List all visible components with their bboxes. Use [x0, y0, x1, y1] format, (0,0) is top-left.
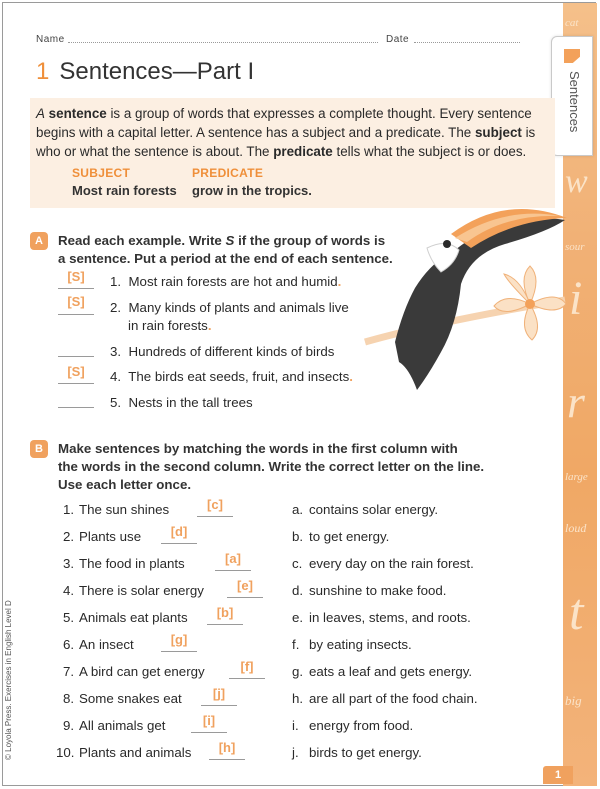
match-left-text: There is solar energy	[79, 583, 204, 598]
match-left-text: Plants use	[79, 529, 142, 544]
match-answer: [b]	[216, 605, 234, 620]
match-right-text: to get energy.	[309, 529, 390, 544]
def-part: is who or what the sentence is about. The	[36, 125, 536, 159]
item-number: 2.	[110, 300, 122, 315]
list-item	[110, 273, 341, 291]
match-answer: [f]	[240, 659, 254, 674]
inst-part: a sentence. Put a period at the end of each sentence.	[58, 251, 393, 266]
item-text: Most rain forests are hot and humid	[128, 274, 338, 289]
match-left-text: All animals get	[79, 718, 166, 733]
subject-example: Most rain forests	[72, 183, 177, 198]
answer-a4: [S]	[67, 364, 85, 379]
match-right-letter: d.	[292, 583, 304, 598]
section-a-badge: A	[30, 232, 48, 250]
lesson-title: Sentences—Part I	[59, 58, 255, 85]
strip-word: r	[567, 376, 585, 427]
def-term-predicate: predicate	[273, 144, 333, 159]
match-answer-line[interactable]	[229, 678, 265, 679]
predicate-heading: PREDICATE	[192, 166, 264, 180]
flower-illustration	[494, 266, 566, 340]
match-answer-line[interactable]	[209, 759, 245, 760]
item-period: .	[349, 369, 353, 384]
match-right-letter: a.	[292, 502, 304, 517]
item-period: .	[337, 274, 342, 289]
section-b-badge: B	[30, 440, 48, 458]
answer-line[interactable]	[58, 356, 94, 357]
list-item	[110, 394, 253, 412]
match-answer-line[interactable]	[197, 516, 233, 517]
bookmark-icon	[564, 49, 580, 63]
strip-word: big	[565, 693, 582, 708]
toucan-eye	[443, 240, 451, 248]
match-left-number: 9.	[63, 718, 75, 733]
item-number: 5.	[110, 395, 122, 410]
strip-word: cat	[565, 17, 579, 29]
match-right-text: by eating insects.	[309, 637, 412, 652]
def-part: is a group of words that expresses a complete thought. Every sentence begins with a capital letter. A sentence has a subject and a predicate. The	[36, 106, 532, 140]
match-answer-line[interactable]	[191, 732, 227, 733]
item-number: 3.	[110, 344, 122, 359]
match-left-text: Some snakes eat	[79, 691, 182, 706]
item-text: Nests in the tall trees	[128, 395, 253, 410]
name-label: Name	[36, 34, 65, 45]
predicate-example: grow in the tropics.	[192, 183, 312, 198]
match-answer-line[interactable]	[161, 543, 197, 544]
match-answer: [g]	[170, 632, 188, 647]
lesson-number: 1	[36, 58, 50, 85]
chapter-tab-label: Sentences	[567, 71, 582, 133]
match-left-number: 6.	[63, 637, 75, 652]
item-text: The birds eat seeds, fruit, and insects	[128, 369, 350, 384]
match-answer: [h]	[218, 740, 236, 755]
match-answer: [i]	[202, 713, 216, 728]
list-item	[110, 299, 349, 335]
def-term-subject: subject	[474, 125, 522, 140]
item-number: 4.	[110, 369, 122, 384]
inst-part: Make sentences by matching the words in the first column with	[58, 441, 458, 456]
date-field[interactable]	[414, 42, 520, 43]
match-left-text: The food in plants	[79, 556, 185, 571]
match-right-letter: h.	[292, 691, 304, 706]
list-item	[110, 343, 334, 361]
item-period: .	[207, 318, 212, 333]
match-right-text: energy from food.	[309, 718, 414, 733]
match-left-number: 3.	[63, 556, 75, 571]
answer-line[interactable]	[58, 407, 94, 408]
copyright-credit: © Loyola Press. Exercises in English Level D	[4, 600, 13, 760]
match-right-text: are all part of the food chain.	[309, 691, 478, 706]
match-right-letter: f.	[292, 637, 300, 652]
page-number: 1	[543, 766, 573, 784]
section-a-instructions	[58, 232, 393, 268]
strip-word: i	[569, 272, 583, 325]
inst-part: Read each example. Write	[58, 233, 226, 248]
match-right-letter: e.	[292, 610, 304, 625]
answer-line[interactable]	[58, 314, 94, 315]
match-right-letter: g.	[292, 664, 304, 679]
match-right-text: eats a leaf and gets energy.	[309, 664, 473, 679]
subject-heading: SUBJECT	[72, 166, 131, 180]
match-answer-line[interactable]	[161, 651, 197, 652]
inst-s: S	[225, 233, 235, 248]
match-answer-line[interactable]	[215, 570, 251, 571]
match-right-text: in leaves, stems, and roots.	[309, 610, 471, 625]
item-text: Hundreds of different kinds of birds	[128, 344, 335, 359]
match-answer: [c]	[207, 497, 223, 512]
name-field[interactable]	[68, 42, 378, 43]
match-left-text: The sun shines	[79, 502, 170, 517]
match-left-number: 7.	[63, 664, 75, 679]
match-answer: [e]	[237, 578, 253, 593]
strip-word: w	[565, 163, 588, 200]
match-left-number: 10.	[56, 745, 75, 760]
match-left-text: A bird can get energy	[79, 664, 205, 679]
date-label: Date	[386, 34, 410, 45]
strip-word: t	[569, 584, 584, 641]
match-answer-line[interactable]	[207, 624, 243, 625]
match-right-letter: i.	[292, 718, 299, 733]
def-article: A	[36, 106, 45, 121]
answer-a1: [S]	[67, 269, 85, 284]
match-answer-line[interactable]	[227, 597, 263, 598]
match-right-text: sunshine to make food.	[309, 583, 447, 598]
inst-part: the words in the second column. Write the correct letter on the line.	[58, 459, 485, 474]
match-left-number: 2.	[63, 529, 75, 544]
answer-line[interactable]	[58, 383, 94, 384]
match-left-number: 1.	[63, 502, 75, 517]
match-right-text: every day on the rain forest.	[309, 556, 474, 571]
toucan-illustration	[355, 192, 575, 402]
def-term-sentence: sentence	[48, 106, 107, 121]
match-answer-line[interactable]	[201, 705, 237, 706]
match-left-number: 4.	[63, 583, 75, 598]
match-answer: [j]	[212, 686, 226, 701]
item-text: Many kinds of plants and animals live	[128, 300, 349, 315]
match-right-text: birds to get energy.	[309, 745, 422, 760]
match-left-number: 8.	[63, 691, 75, 706]
answer-a2: [S]	[67, 294, 85, 309]
definition-text	[36, 104, 548, 161]
match-right-letter: c.	[292, 556, 303, 571]
inst-part: Use each letter once.	[58, 477, 192, 492]
list-item	[110, 368, 353, 386]
match-answer: [a]	[225, 551, 241, 566]
item-number: 1.	[110, 274, 122, 289]
answer-line[interactable]	[58, 288, 94, 289]
def-part: tells what the subject is or does.	[332, 144, 527, 159]
page-title	[36, 58, 254, 86]
item-text: in rain forests	[128, 318, 208, 333]
match-right-text: contains solar energy.	[309, 502, 439, 517]
match-answer: [d]	[170, 524, 188, 539]
match-right-letter: b.	[292, 529, 304, 544]
chapter-tab[interactable]	[551, 36, 593, 156]
strip-word: large	[565, 471, 588, 483]
strip-word: sour	[565, 241, 585, 253]
match-right-letter: j.	[292, 745, 299, 760]
section-b-instructions	[58, 440, 484, 494]
strip-word: loud	[565, 521, 587, 535]
match-left-text: Animals eat plants	[79, 610, 188, 625]
inst-part: if the group of words is	[234, 233, 386, 248]
match-left-number: 5.	[63, 610, 75, 625]
match-left-text: Plants and animals	[79, 745, 192, 760]
match-left-text: An insect	[79, 637, 134, 652]
